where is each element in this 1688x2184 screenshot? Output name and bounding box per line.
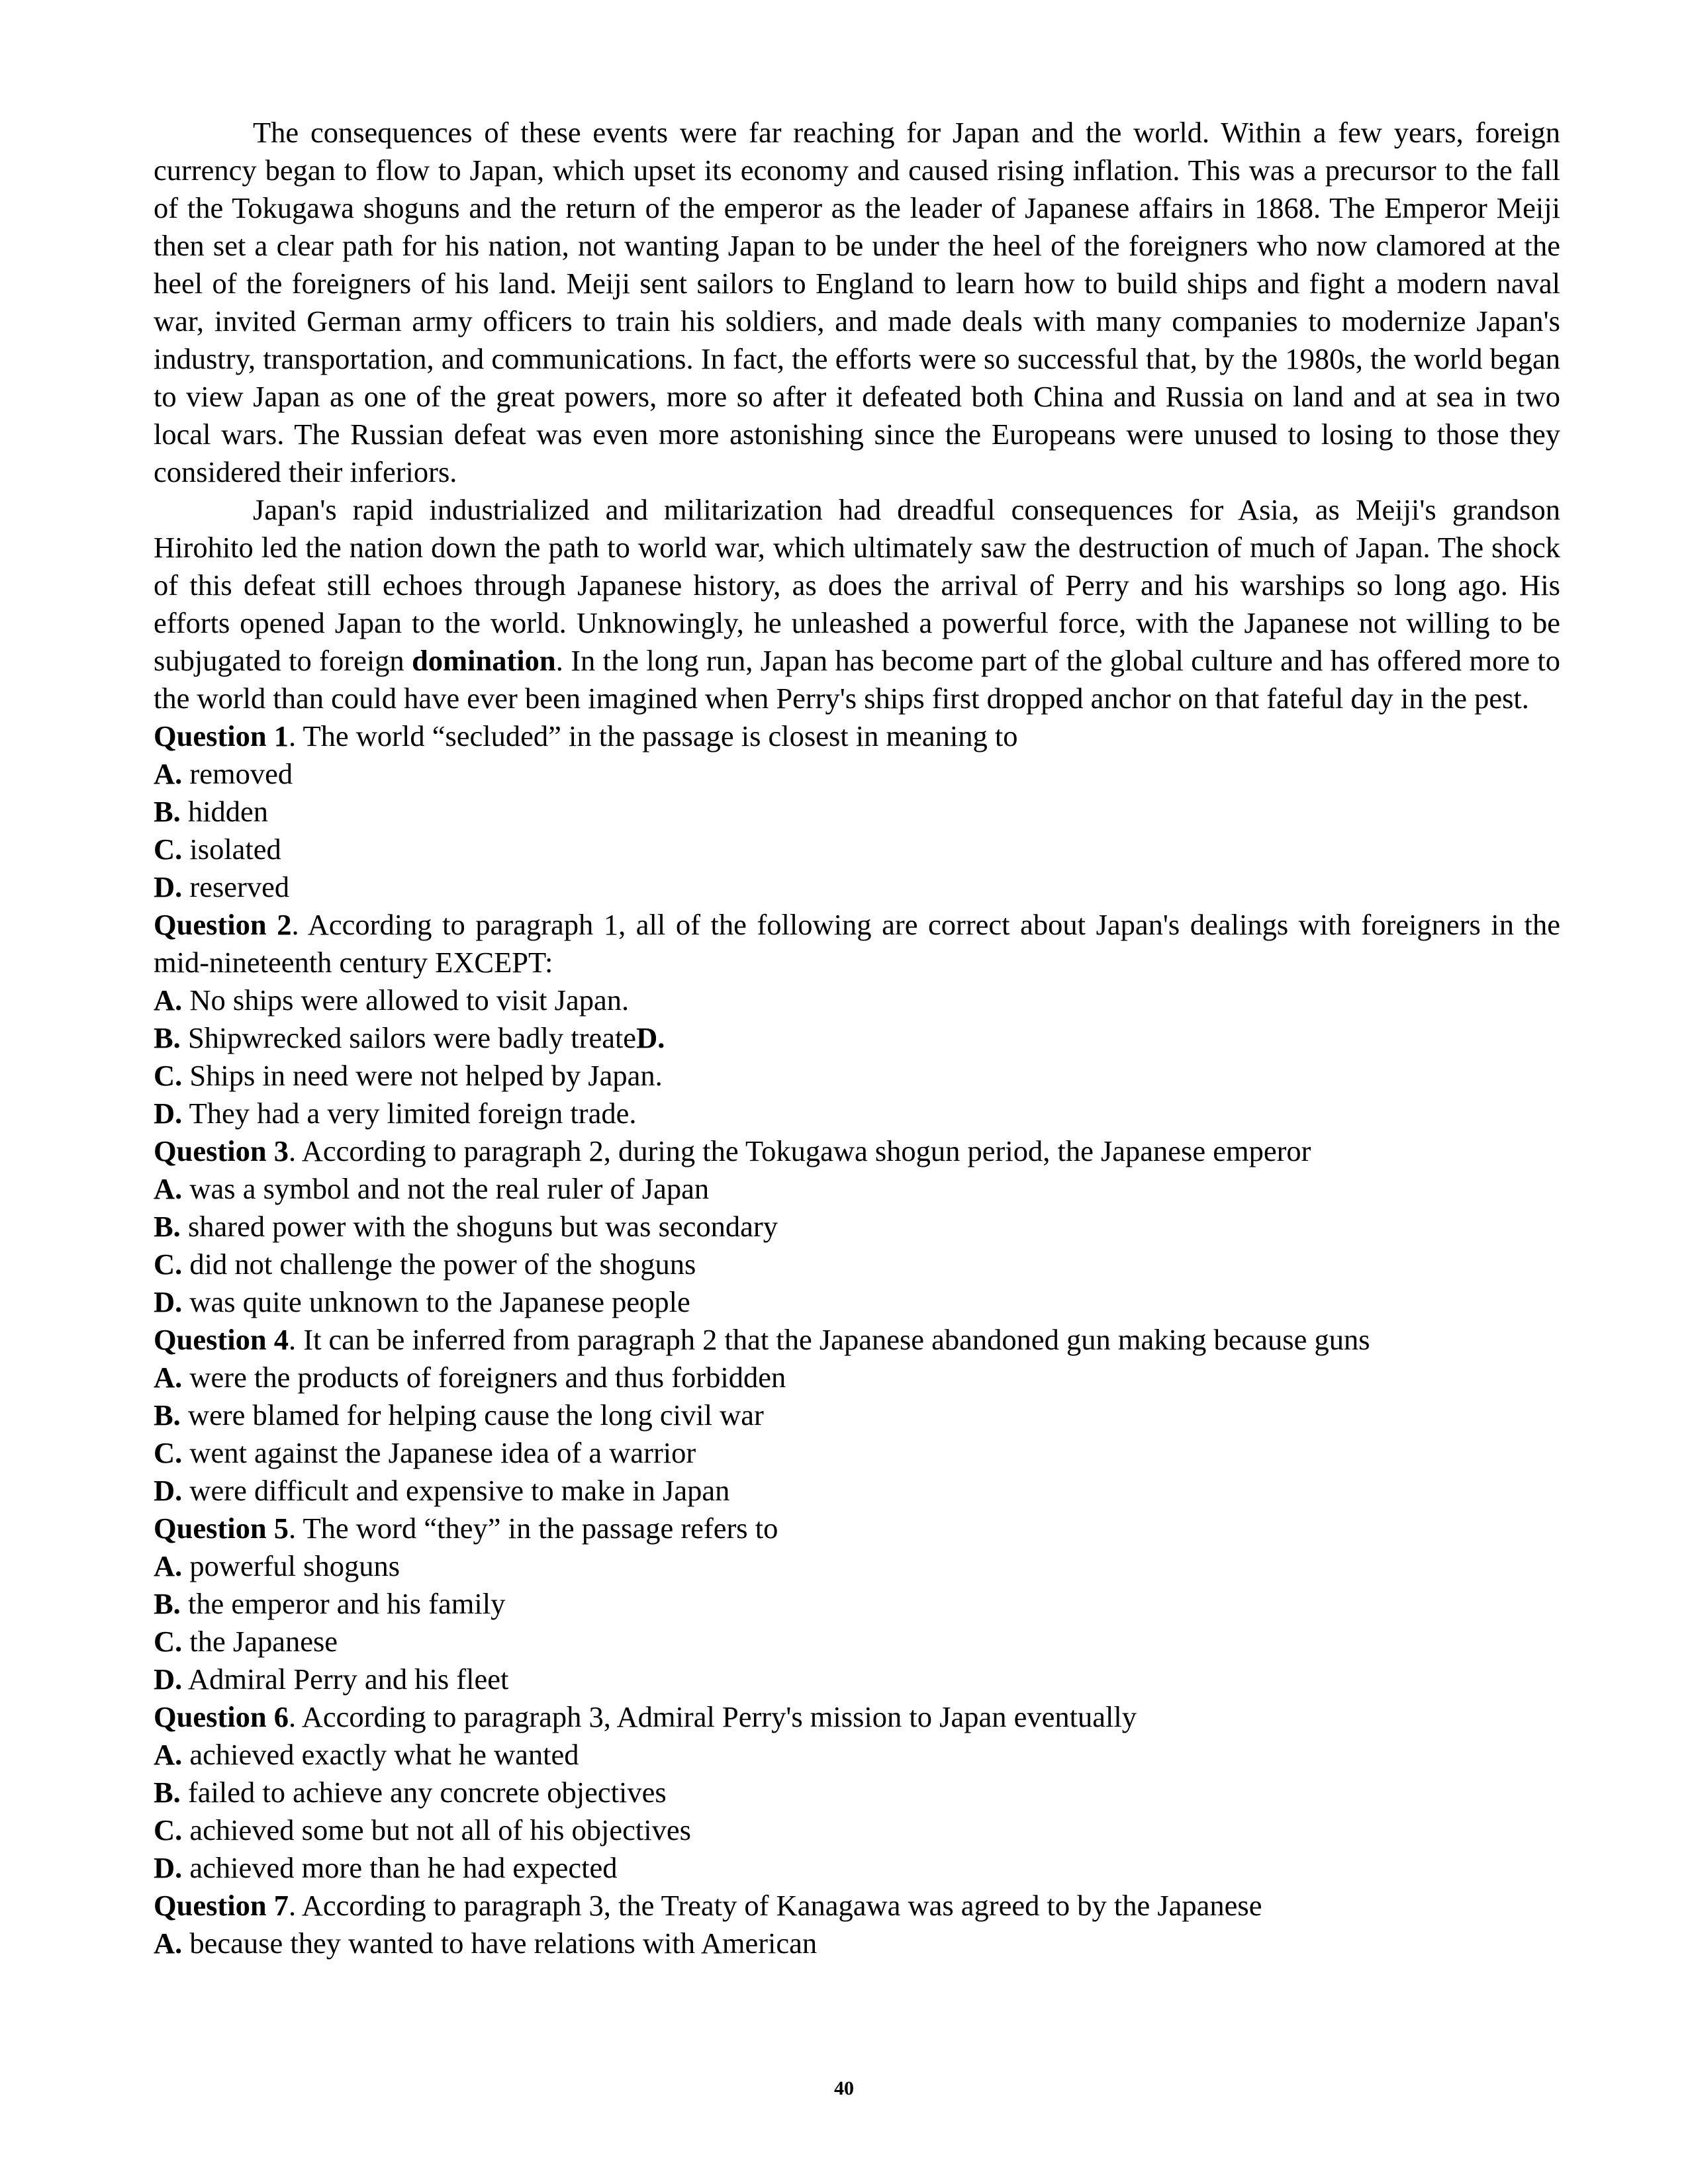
answer-option-b bbox=[154, 1208, 1560, 1246]
question-text: . According to paragraph 1, all of the following are correct about Japan's dealings with foreigners in the mid-nineteenth century EXCEPT: bbox=[154, 908, 1560, 979]
option-text: isolated bbox=[182, 833, 281, 866]
option-text: Shipwrecked sailors were badly treate bbox=[180, 1021, 637, 1054]
question-1 bbox=[154, 717, 1560, 906]
option-text-bold-suffix: D. bbox=[636, 1021, 665, 1054]
question-stem bbox=[154, 1132, 1560, 1170]
question-7 bbox=[154, 1887, 1560, 1962]
option-text: was a symbol and not the real ruler of Japan bbox=[182, 1172, 710, 1205]
option-text: achieved some but not all of his objectives bbox=[182, 1813, 691, 1846]
answer-option-c bbox=[154, 1623, 1560, 1661]
option-text: No ships were allowed to visit Japan. bbox=[182, 983, 630, 1017]
question-text: . According to paragraph 3, the Treaty of Kanagawa was agreed to by the Japanese bbox=[289, 1889, 1262, 1922]
paragraph-text: The consequences of these events were far reaching for Japan and the world. Within a few years, foreign currency began to flow to Japan, which upset its economy and caused rising inflation. This was a precursor to the fall of the Tokugawa shoguns and the return of the emperor as the leader of Japanese affairs in 1868. The Emperor Meiji then set a clear path for his nation, not wanting Japan to be under the heel of the foreigners who now clamored at the heel of the foreigners of his land. Meiji sent sailors to England to learn how to build ships and fight a modern naval war, invited German army officers to train his soldiers, and made deals with many companies to modernize Japan's industry, transportation, and communications. In fact, the efforts were so successful that, by the 1980s, the world began to view Japan as one of the great powers, more so after it defeated both China and Russia on land and at sea in two local wars. The Russian defeat was even more astonishing since the Europeans were unused to losing to those they considered their inferiors. bbox=[154, 116, 1560, 488]
answer-option-a bbox=[154, 755, 1560, 793]
question-stem bbox=[154, 1887, 1560, 1925]
option-text: reserved bbox=[182, 870, 290, 903]
option-letter: A. bbox=[154, 1549, 183, 1582]
question-text: . The world “secluded” in the passage is closest in meaning to bbox=[289, 719, 1018, 752]
question-stem bbox=[154, 1510, 1560, 1547]
option-letter: A. bbox=[154, 1927, 183, 1960]
option-letter: C. bbox=[154, 1059, 183, 1092]
question-label: Question 1 bbox=[154, 719, 289, 752]
option-text: the emperor and his family bbox=[180, 1587, 506, 1620]
question-stem bbox=[154, 1321, 1560, 1359]
option-text: did not challenge the power of the shoguns bbox=[182, 1248, 696, 1281]
option-text: hidden bbox=[180, 795, 269, 828]
option-text: They had a very limited foreign trade. bbox=[182, 1097, 637, 1130]
answer-option-a bbox=[154, 1359, 1560, 1396]
passage-paragraph-2 bbox=[154, 491, 1560, 717]
answer-option-d bbox=[154, 1472, 1560, 1510]
question-label: Question 3 bbox=[154, 1134, 289, 1167]
option-letter: B. bbox=[154, 795, 181, 828]
answer-option-a bbox=[154, 1736, 1560, 1774]
question-stem bbox=[154, 1698, 1560, 1736]
option-text: shared power with the shoguns but was secondary bbox=[180, 1210, 778, 1243]
question-2 bbox=[154, 906, 1560, 1132]
option-letter: D. bbox=[154, 1851, 183, 1884]
option-letter: D. bbox=[154, 1474, 183, 1507]
answer-option-c bbox=[154, 1057, 1560, 1095]
option-text: went against the Japanese idea of a warrior bbox=[182, 1436, 696, 1469]
question-text: . According to paragraph 3, Admiral Perry's mission to Japan eventually bbox=[289, 1700, 1137, 1733]
option-text: removed bbox=[182, 757, 293, 790]
answer-option-b bbox=[154, 1585, 1560, 1623]
answer-option-d bbox=[154, 1095, 1560, 1132]
option-letter: B. bbox=[154, 1398, 181, 1432]
passage-paragraph-1 bbox=[154, 114, 1560, 491]
question-4 bbox=[154, 1321, 1560, 1510]
answer-option-c bbox=[154, 1246, 1560, 1283]
option-letter: D. bbox=[154, 1285, 183, 1318]
question-text: . The word “they” in the passage refers to bbox=[289, 1512, 778, 1545]
option-letter: B. bbox=[154, 1776, 181, 1809]
answer-option-b bbox=[154, 793, 1560, 831]
answer-option-a bbox=[154, 981, 1560, 1019]
document-page bbox=[154, 114, 1560, 1962]
question-label: Question 5 bbox=[154, 1512, 289, 1545]
answer-option-b bbox=[154, 1396, 1560, 1434]
option-letter: D. bbox=[154, 870, 183, 903]
answer-option-d bbox=[154, 1849, 1560, 1887]
option-text: achieved more than he had expected bbox=[182, 1851, 618, 1884]
option-letter: C. bbox=[154, 833, 183, 866]
answer-option-d bbox=[154, 1661, 1560, 1698]
option-letter: A. bbox=[154, 1361, 183, 1394]
page-number: 40 bbox=[834, 2077, 854, 2099]
paragraph-text: Japan's rapid industrialized and militarization had dreadful consequences for Asia, as Meiji's grandson Hirohito led the nation down the path to world war, which ultimately saw the destruction of much of Japan. The shock of this defeat still echoes through Japanese history, as does the arrival of Perry and his warships so long ago. His efforts opened Japan to the world. Unknowingly, he unleashed a powerful force, with the Japanese not willing to be subjugated to foreign bbox=[154, 493, 1560, 677]
option-letter: C. bbox=[154, 1248, 183, 1281]
question-label: Question 2 bbox=[154, 908, 292, 941]
question-stem bbox=[154, 906, 1560, 981]
option-text: were the products of foreigners and thus forbidden bbox=[182, 1361, 786, 1394]
option-text: achieved exactly what he wanted bbox=[182, 1738, 579, 1771]
question-list bbox=[154, 717, 1560, 1962]
option-letter: A. bbox=[154, 757, 183, 790]
option-text: were blamed for helping cause the long civil war bbox=[180, 1398, 764, 1432]
answer-option-c bbox=[154, 1434, 1560, 1472]
option-text: was quite unknown to the Japanese people bbox=[182, 1285, 690, 1318]
answer-option-c bbox=[154, 831, 1560, 868]
option-text: Admiral Perry and his fleet bbox=[182, 1662, 509, 1696]
option-letter: D. bbox=[154, 1097, 183, 1130]
answer-option-c bbox=[154, 1811, 1560, 1849]
answer-option-b bbox=[154, 1774, 1560, 1811]
question-5 bbox=[154, 1510, 1560, 1698]
question-text: . According to paragraph 2, during the Tokugawa shogun period, the Japanese emperor bbox=[289, 1134, 1311, 1167]
option-letter: C. bbox=[154, 1625, 183, 1658]
answer-option-a bbox=[154, 1547, 1560, 1585]
reading-passage bbox=[154, 114, 1560, 717]
question-6 bbox=[154, 1698, 1560, 1887]
answer-option-d bbox=[154, 1283, 1560, 1321]
option-letter: B. bbox=[154, 1587, 181, 1620]
paragraph-text: . In the long run, Japan has become part of the global culture and has offered more to the world than could have ever been imagined when Perry's ships first dropped anchor on that fateful day in the pest. bbox=[154, 644, 1560, 715]
question-text: . It can be inferred from paragraph 2 that the Japanese abandoned gun making because guns bbox=[289, 1323, 1370, 1356]
option-letter: B. bbox=[154, 1021, 181, 1054]
option-text: were difficult and expensive to make in Japan bbox=[182, 1474, 730, 1507]
option-text: failed to achieve any concrete objectives bbox=[180, 1776, 667, 1809]
option-letter: C. bbox=[154, 1813, 183, 1846]
option-text: powerful shoguns bbox=[182, 1549, 400, 1582]
option-text: Ships in need were not helped by Japan. bbox=[182, 1059, 663, 1092]
question-label: Question 6 bbox=[154, 1700, 289, 1733]
option-letter: B. bbox=[154, 1210, 181, 1243]
answer-option-a bbox=[154, 1170, 1560, 1208]
question-label: Question 7 bbox=[154, 1889, 289, 1922]
option-letter: C. bbox=[154, 1436, 183, 1469]
option-letter: A. bbox=[154, 983, 183, 1017]
question-label: Question 4 bbox=[154, 1323, 289, 1356]
answer-option-b bbox=[154, 1019, 1560, 1057]
option-text: because they wanted to have relations with American bbox=[182, 1927, 818, 1960]
answer-option-d bbox=[154, 868, 1560, 906]
highlighted-word-domination: domination bbox=[412, 644, 556, 677]
answer-option-a bbox=[154, 1925, 1560, 1962]
option-letter: A. bbox=[154, 1172, 183, 1205]
option-letter: A. bbox=[154, 1738, 183, 1771]
option-text: the Japanese bbox=[182, 1625, 338, 1658]
option-letter: D. bbox=[154, 1662, 183, 1696]
question-stem bbox=[154, 717, 1560, 755]
question-3 bbox=[154, 1132, 1560, 1321]
